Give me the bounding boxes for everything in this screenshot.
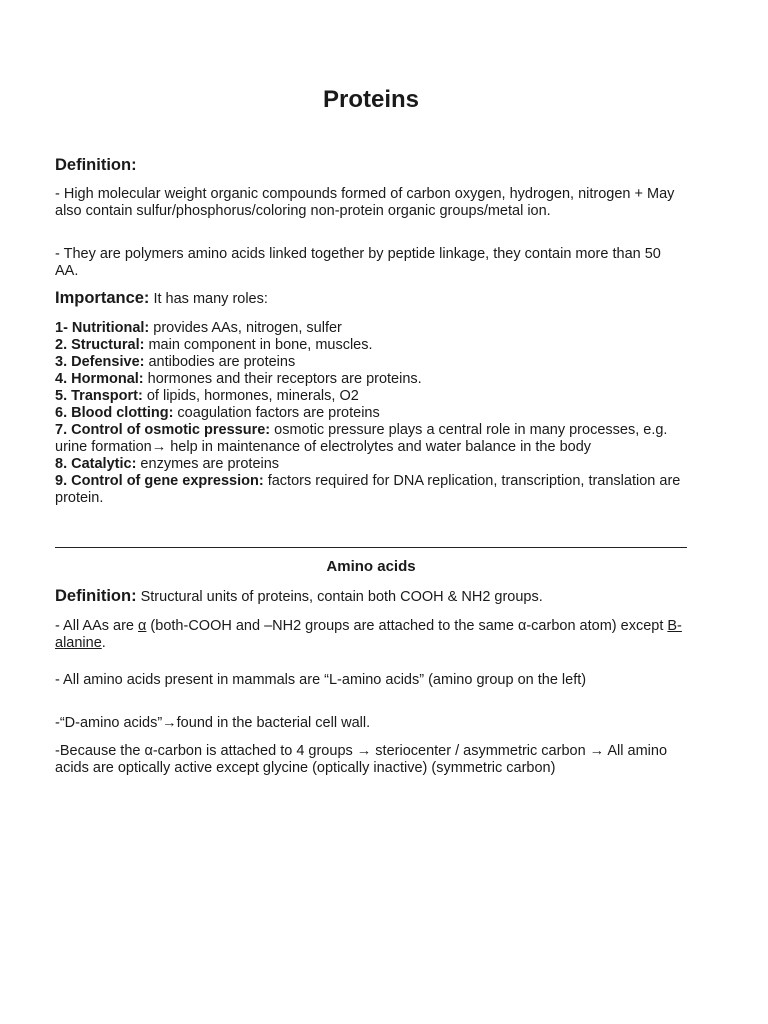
role-label: 5. Transport: — [55, 388, 143, 404]
role-label: 2. Structural: — [55, 337, 145, 353]
aa-text-3: -“D-amino acids”→found in the bacterial cell wall. — [55, 715, 371, 731]
role-text: coagulation factors are proteins — [173, 405, 380, 421]
definition-heading: Definition: — [55, 156, 137, 174]
role-item — [55, 473, 687, 507]
importance-intro: It has many roles: — [149, 291, 268, 307]
role-label: 9. Control of gene expression: — [55, 473, 264, 489]
role-text: factors required for DNA replication, transcription, translation are protein. — [55, 473, 681, 506]
roles-list — [55, 320, 687, 507]
role-item — [55, 422, 687, 456]
importance-heading: Importance: — [55, 289, 150, 307]
aa-para-3 — [55, 715, 687, 732]
aa-definition-block — [55, 587, 687, 606]
role-item — [55, 371, 687, 388]
page-title: Proteins — [322, 86, 420, 113]
aa-text-1-b: (both-COOH and –NH2 groups are attached to the same α-carbon atom) except — [146, 618, 668, 634]
definition-para-1 — [55, 186, 687, 220]
aa-para-1 — [55, 618, 687, 652]
role-item — [55, 354, 687, 371]
role-item — [55, 388, 687, 405]
role-text: provides AAs, nitrogen, sulfer — [149, 320, 342, 336]
role-label: 4. Hormonal: — [55, 371, 144, 387]
aa-definition-text: Structural units of proteins, contain both COOH & NH2 groups. — [136, 589, 543, 605]
role-text: of lipids, hormones, minerals, O2 — [142, 388, 359, 404]
section-divider — [55, 547, 687, 548]
aa-para-2 — [55, 672, 687, 689]
importance-block — [55, 289, 687, 308]
role-label: 8. Catalytic: — [55, 456, 137, 472]
aa-text-1-c: . — [101, 635, 106, 651]
role-text: main component in bone, muscles. — [144, 337, 373, 353]
role-item — [55, 320, 687, 337]
aa-text-1 — [55, 618, 687, 652]
definition-text-2: - They are polymers amino acids linked together by peptide linkage, they contain more than 50 AA. — [55, 246, 661, 279]
role-item — [55, 337, 687, 354]
role-text: antibodies are proteins — [144, 354, 296, 370]
role-label: 7. Control of osmotic pressure: — [55, 422, 271, 438]
role-item — [55, 456, 687, 473]
aa-para-4 — [55, 743, 687, 777]
aa-text-1-a: - All AAs are — [55, 618, 139, 634]
role-item — [55, 405, 687, 422]
aa-text-4: -Because the α-carbon is attached to 4 groups → steriocenter / asymmetric carbon → All amino acids are optically active except glycine (optically inactive) (symmetric carbon) — [55, 743, 668, 776]
role-text: osmotic pressure plays a central role in many processes, e.g. urine formation→ help in maintenance of electrolytes and water balance in the body — [55, 422, 668, 455]
alpha-symbol: α — [138, 618, 147, 634]
role-label: 1- Nutritional: — [55, 320, 150, 336]
role-text: hormones and their receptors are proteins. — [143, 371, 422, 387]
aa-text-2: - All amino acids present in mammals are “L-amino acids” (amino group on the left) — [55, 672, 587, 688]
definition-text-1: - High molecular weight organic compounds formed of carbon oxygen, hydrogen, nitrogen + May also contain sulfur/phosphorus/coloring non-protein organic groups/metal ion. — [55, 186, 675, 219]
definition-heading-block — [55, 156, 687, 175]
definition-para-2 — [55, 246, 687, 280]
role-label: 3. Defensive: — [55, 354, 145, 370]
aa-definition-heading: Definition: — [55, 587, 137, 605]
amino-acids-title: Amino acids — [326, 558, 416, 575]
b-alanine-term: B-alanine — [55, 618, 682, 651]
role-text: enzymes are proteins — [136, 456, 280, 472]
role-label: 6. Blood clotting: — [55, 405, 174, 421]
